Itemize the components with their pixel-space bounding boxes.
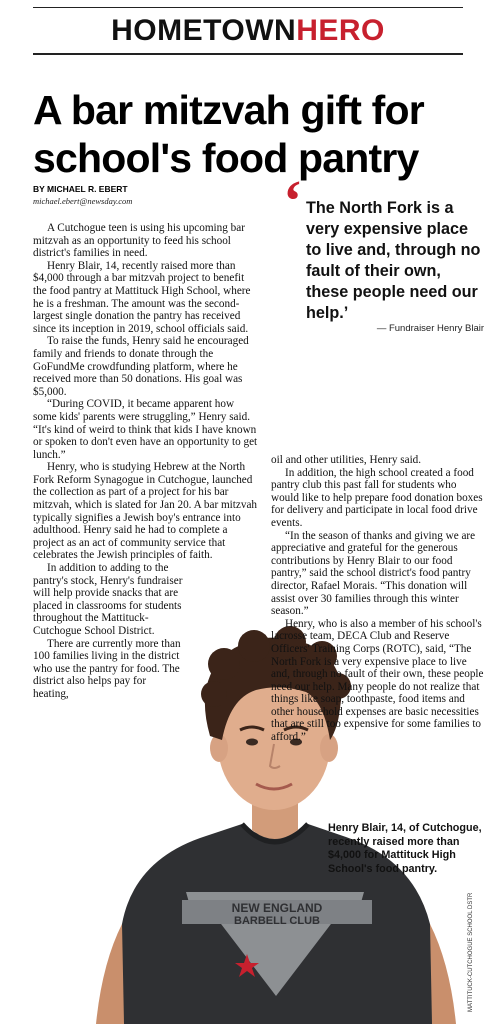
paragraph: “During COVID, it became apparent how some kids' parents were struggling,” Henry said. “It's kind of weird to think that kids I have known or spoken to don't even have an opportunity to get lunch.”: [33, 398, 258, 461]
headline: A bar mitzvah gift for school's food pantry: [33, 87, 424, 181]
paragraph: oil and other utilities, Henry said.: [271, 454, 422, 466]
paragraph: In addition, the high school created a food pantry club this past fall for students who would like to help prepare food donation boxes for delivery and participate in local food drive events.: [271, 466, 483, 529]
author-email: michael.ebert@newsday.com: [33, 196, 133, 206]
paragraph: There are currently more than 100 families living in the district who use the pantry for food. The district also helps pay for heating,: [33, 637, 181, 700]
paragraph: “In the season of thanks and giving we are appreciative and grateful for the generous contributions by Henry Blair to our food pantry,” said the school district's food pantry director, Rafael Morais. “This donation will assist over 30 families through this winter season.”: [271, 529, 476, 618]
pull-quote: The North Fork is a very expensive place to live and, through no fault of their own, these people need our help.’: [306, 199, 481, 322]
right-arm: [430, 924, 456, 1024]
photo-credit: MATTITUCK-CUTCHOGUE SCHOOL DSTR: [468, 892, 474, 1012]
shirt-text-line2: BARBELL CLUB: [234, 915, 320, 927]
top-rule: [33, 7, 463, 8]
shirt-text-line1: NEW ENGLAND: [231, 901, 323, 915]
byline: BY MICHAEL R. EBERT: [33, 184, 128, 194]
pull-quote-attribution: — Fundraiser Henry Blair: [376, 323, 484, 334]
article-column-2: [271, 454, 487, 744]
header-rule: [33, 53, 463, 55]
paragraph: In addition to adding to the pantry's stock, Henry's fundraiser will help provide snacks that are placed in classrooms for students throughout the Mattituck-Cutchogue School District.: [33, 562, 183, 637]
photo-caption: Henry Blair, 14, of Cutchogue, recently raised more than $4,000 for Mattituck High School's food pantry.: [328, 822, 482, 875]
section-title-part2: HERO: [296, 14, 385, 47]
paragraph: Henry, who is studying Hebrew at the North Fork Reform Synagogue in Cutchogue, launched the collection as part of a project for his bar mitzvah, which is slated for Jan 20. A bar mitzvah typically signifies a Jewish boy's entrance into adulthood. Henry said he had to complete a project as an act of community service that celebrates the Jewish principles of faith.: [33, 461, 258, 562]
paragraph: Henry Blair, 14, recently raised more than $4,000 through a bar mitzvah project to benefit the food pantry at Mattituck High School, where he is a freshman. The amount was the second-largest single donation the pantry has received since its inception in 2019, school officials said.: [33, 259, 251, 335]
section-header: [0, 13, 496, 49]
quote-mark: ‘: [283, 168, 303, 233]
paragraph: To raise the funds, Henry said he encouraged family and friends to donate through the GoFundMe crowdfunding platform, where he received more than 50 donations. His goal was $5,000.: [33, 335, 249, 398]
paragraph: A Cutchogue teen is using his upcoming bar mitzvah as an opportunity to feed his school district's families in need.: [33, 222, 245, 260]
paragraph: Henry, who is also a member of his school's lacrosse team, DECA Club and Reserve Officers' Training Corps (ROTC), said, “The North Fork is a very expensive place to live and, through no fault of their own, these people need our help. Many people do not realize that things like soap, toothpaste, food items and other household expenses are basic necessities that are still too expensive for some families to afford.”: [271, 617, 484, 744]
left-arm: [96, 924, 124, 1024]
section-title-part1: HOMETOWN: [111, 14, 297, 47]
